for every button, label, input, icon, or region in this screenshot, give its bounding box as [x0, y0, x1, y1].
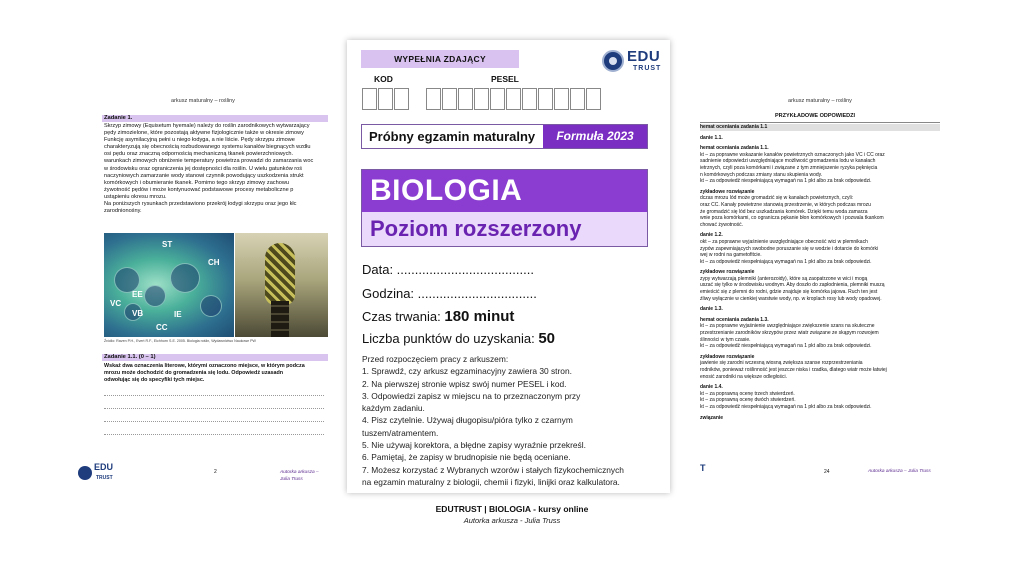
logo-edu-text: EDU	[94, 462, 114, 472]
answer-line	[104, 395, 324, 396]
subtask-title: Zadanie 1.1. (0 – 1)	[104, 354, 156, 360]
answer-section	[700, 384, 940, 410]
subject-name: BIOLOGIA	[370, 174, 523, 207]
answer-section-text: jawienie się zarodni wczesną wiosną zwiększa szanse rozprzestrzeniania rodników, ponieważ roślinność jest jeszcze niska i rzadka, dlatego wiatr może łatwiej enosić zarodniki na większe odległości.	[700, 360, 887, 380]
pesel-digit-box[interactable]	[442, 88, 457, 110]
rule-line: tuszem/atramentem.	[362, 427, 439, 438]
pesel-boxes	[426, 88, 602, 110]
right-page-header: arkusz maturalny – rośliny	[788, 98, 852, 104]
right-page-preview	[700, 92, 940, 484]
duration-value: 180 minut	[444, 308, 515, 325]
pesel-label: PESEL	[491, 74, 519, 84]
level-band	[362, 212, 647, 246]
answer-section	[700, 145, 940, 185]
answer-section-heading: danie 1.2.	[700, 232, 723, 239]
answer-section	[700, 317, 940, 350]
task-paragraph: Skrzyp zimowy (Equisetum hyemale) należy do roślin zarodnikowych wytwarzający pędy zimozielone, które pozostają aktywne fizjologicznie także w okresie zimowy Funkcję asymilacyjną pełni u niego łodyga, a nie liście. Pędy skrzypu zimowe charakteryzują się obecnością rozbudowanego systemu kanałów biegnących wzdłu osi pędu oraz znaczną odpornością mechaniczną tkanek powierzchniowych. warunkach zimowych obniżenie temperatury powietrza prowadzi do zamarzania woc w środowisku oraz ograniczenia jej dostępności dla roślin. U wielu gatunków roś naczyniowych zamarzanie wody stanowi czynnik powodujący uszkodzenia strukt komórkowych i obumieranie tkanek. Pomimo tego skrzyp zimowy zachowu żywotność pędów i może kontynuować podstawowe procesy metaboliczne p ustąpieniu okresu mrozu. Na poniższych rysunkach przedstawiono przekrój łodygi skrzypu oraz jego kłc zarodnionośny.	[104, 123, 314, 215]
rule-line: 5. Nie używaj korektora, a błędne zapisy wyraźnie przekreśl.	[362, 440, 586, 451]
time-field: Godzina: .................................	[362, 286, 537, 301]
answer-section-heading: zykładowe rozwiązanie	[700, 269, 755, 276]
answer-line	[104, 434, 324, 435]
rule-line: każdym zadaniu.	[362, 403, 425, 414]
footer-title: EDUTRUST | BIOLOGIA - kursy online	[435, 504, 589, 514]
strobilus-stem	[271, 301, 289, 337]
answer-section-heading: danie 1.3.	[700, 306, 723, 313]
figure-label-st: ST	[162, 240, 173, 249]
duration-label: Czas trwania:	[362, 309, 445, 324]
answer-section-text: okt – za poprawne wyjaśnienie uwzględniające obecność wici w plemnikach zypów zapewniających swobodne poruszanie się w wodzie i dotarcie do komórki wej w rodni na gametofitcie. kt – za odpowiedź niespełniającą wymagań na 1 pkt albo za brak odpowiedzi.	[700, 238, 879, 265]
edutrust-logo-small	[78, 463, 118, 483]
figure-label-ie: IE	[174, 310, 182, 319]
figure-label-vc: VC	[110, 299, 122, 308]
page-author: Autorka arkusza – Julia Truss	[868, 469, 931, 474]
rule-line: 4. Pisz czytelnie. Używaj długopisu/pióra tylko z czarnym	[362, 415, 573, 426]
footer-subtitle: Autorka arkusza - Julia Truss	[463, 516, 561, 525]
kod-digit-box[interactable]	[394, 88, 409, 110]
rule-line: na egzamin maturalny z biologii, chemii i fizyki, linijki oraz kalkulatora.	[362, 476, 620, 487]
answer-section-heading: danie 1.1.	[700, 134, 723, 141]
answer-section-heading: hemat oceniania zadania 1.1	[700, 124, 940, 131]
points-label: Liczba punktów do uzyskania:	[362, 331, 539, 346]
fill-in-banner: WYPEŁNIA ZDAJĄCY	[361, 50, 519, 68]
pesel-digit-box[interactable]	[458, 88, 473, 110]
page-author: Autorka arkusza – Julia Truss	[280, 470, 319, 483]
answer-section	[700, 189, 940, 229]
answer-section	[700, 124, 940, 131]
pesel-digit-box[interactable]	[586, 88, 601, 110]
edutrust-logo-cropped: T	[700, 463, 706, 473]
logo-trust-text: TRUST	[96, 475, 113, 481]
answer-section	[700, 306, 940, 313]
figure-source: Źródło: Raven P.H., Evert R.F., Eichhorn S.E. 2005. Biologia roślin, Wydawnictwo Naukowe PW	[104, 339, 256, 343]
task-title-band	[102, 115, 328, 122]
figure-label-ch: CH	[208, 258, 220, 267]
page-number: 24	[824, 469, 830, 475]
answer-section-heading: zykładowe rozwiązanie	[700, 353, 755, 360]
task-title: Zadanie 1.	[104, 115, 133, 121]
pesel-digit-box[interactable]	[490, 88, 505, 110]
figure-label-ee: EE	[132, 290, 143, 299]
answer-section	[700, 354, 940, 380]
points-value: 50	[538, 330, 556, 347]
subject-box	[361, 169, 648, 247]
answer-section-heading: zykładowe rozwiązanie	[700, 188, 755, 195]
answer-section-text: zypy wytwarzają plemniki (anterozoidy), które są zaopatrzone w wici i mogą uszać się tylko w środowisku wodnym. Aby doszło do zapłodnienia, plemniki muszą emieścić się z plemni do rodni, gdzie znajduje się komórka jajowa. Ruch ten jest żliwy wyłącznie w cienkiej warstwie wody, np. w kroplach rosy lub wody opadowej.	[700, 275, 885, 302]
subject-band	[362, 170, 647, 212]
answers-body	[700, 124, 940, 425]
exam-rules	[362, 353, 652, 488]
exam-cover-page	[347, 40, 670, 493]
strobilus-photo	[235, 233, 328, 337]
rule-line: 3. Odpowiedzi zapisz w miejscu na to przeznaczonym przy	[362, 390, 581, 401]
duration-row	[362, 308, 514, 325]
answer-section-text: dczas mrozu lód może gromadzić się w kanałach powietrznych, czyli: oraz CC. Kanały powietrzne stanowią przestrzenie, w których podczas mrozu że gromadzić się lód bez uszkadzania komórek. Dzięki temu woda zamarza wnie poza komórkami, co ogranicza pękanie błon komórkowych i pozwala tkankom chować żywotność.	[700, 195, 884, 228]
pesel-digit-box[interactable]	[506, 88, 521, 110]
rule-line: 2. Na pierwszej stronie wpisz swój numer PESEL i kod.	[362, 378, 567, 389]
left-page-preview	[78, 92, 328, 484]
pesel-digit-box[interactable]	[522, 88, 537, 110]
date-field: Data: ......................................	[362, 262, 534, 277]
pesel-digit-box[interactable]	[474, 88, 489, 110]
answer-section-text: kt – za poprawne wyjaśnienie uwzględniające zwiększenie szans na skuteczne przestrzenianie zarodników skrzypów przez wiatr związane ze skąpym rozwojem ślinności w tym czasie. kt – za odpowiedź niespełniającą wymagań na 1 pkt albo za brak odpowiedzi.	[700, 323, 879, 350]
subtask-instruction: Wskaż dwa oznaczenia literowe, którymi oznaczono miejsce, w którym podcza mrozu może dochodzić do gromadzenia się lodu. Odpowiedź uzasadn odwołując się do specyfiki tych miejsc.	[104, 363, 305, 384]
logo-edu-text: EDU	[627, 48, 661, 65]
stem-cross-section-image	[104, 233, 234, 337]
kod-digit-box[interactable]	[378, 88, 393, 110]
rules-intro: Przed rozpoczęciem pracy z arkuszem:	[362, 354, 509, 364]
horsetail-figure	[104, 233, 328, 337]
answer-section-heading: związanie	[700, 414, 724, 421]
exam-title-box	[361, 124, 648, 149]
rule-line: 1. Sprawdź, czy arkusz egzaminacyjny zawiera 30 stron.	[362, 366, 572, 377]
pesel-digit-box[interactable]	[426, 88, 441, 110]
answer-line	[104, 421, 324, 422]
edutrust-logo	[602, 48, 668, 76]
figure-label-cc: CC	[156, 323, 168, 332]
answer-section	[700, 269, 940, 302]
points-row	[362, 330, 555, 347]
answer-section	[700, 232, 940, 265]
exam-formula: Formuła 2023	[543, 125, 647, 148]
strobilus-cone	[265, 243, 295, 305]
answer-section	[700, 135, 940, 142]
left-page-header: arkusz maturalny – rośliny	[171, 98, 235, 104]
divider	[700, 122, 940, 123]
answer-section-heading: hemat oceniania zadania 1.1.	[700, 145, 769, 152]
rule-line: 6. Pamiętaj, że zapisy w brudnopisie nie będą oceniane.	[362, 452, 571, 463]
logo-trust-text: TRUST	[633, 65, 662, 72]
logo-seal-icon	[78, 466, 92, 480]
logo-seal-icon	[602, 50, 624, 72]
answer-section-heading: hemat oceniania zadania 1.3.	[700, 316, 769, 323]
pesel-digit-box[interactable]	[538, 88, 553, 110]
rule-line: 7. Możesz korzystać z Wybranych wzorów i stałych fizykochemicznych	[362, 464, 624, 475]
kod-digit-box[interactable]	[362, 88, 377, 110]
pesel-digit-box[interactable]	[554, 88, 569, 110]
answers-title: PRZYKŁADOWE ODPOWIEDZI	[774, 113, 856, 119]
kod-boxes	[362, 88, 410, 110]
answer-section-text: kt – za poprawne wskazanie kanałów powietrznych oznaczonych jako VC i CC oraz sadnienie odpowiedzi uwzględniające możliwość gromadzenia lodu w kanałach ietrznych, czyli poza komórkami i związane z tym zmniejszenie ryzyka pęknięcia n komórkowych podczas zmiany stanu skupienia wody. kt – za odpowiedź niespełniającą wymagań na 1 pkt albo za brak odpowiedzi.	[700, 151, 885, 185]
kod-label: KOD	[374, 74, 393, 84]
figure-label-vb: VB	[132, 309, 144, 318]
pesel-digit-box[interactable]	[570, 88, 585, 110]
answer-section	[700, 415, 940, 422]
page-number: 2	[214, 469, 217, 475]
answer-line	[104, 408, 324, 409]
exam-title: Próbny egzamin maturalny	[369, 129, 536, 144]
answer-section-heading: danie 1.4.	[700, 384, 723, 391]
level-name: Poziom rozszerzony	[370, 216, 582, 241]
answer-section-text: kt – za poprawną ocenę trzech stwierdzeń. kt – za poprawną ocenę dwóch stwierdzeń. kt – za odpowiedź niespełniającą wymagań na 1 pkt albo za brak odpowiedzi.	[700, 390, 872, 410]
